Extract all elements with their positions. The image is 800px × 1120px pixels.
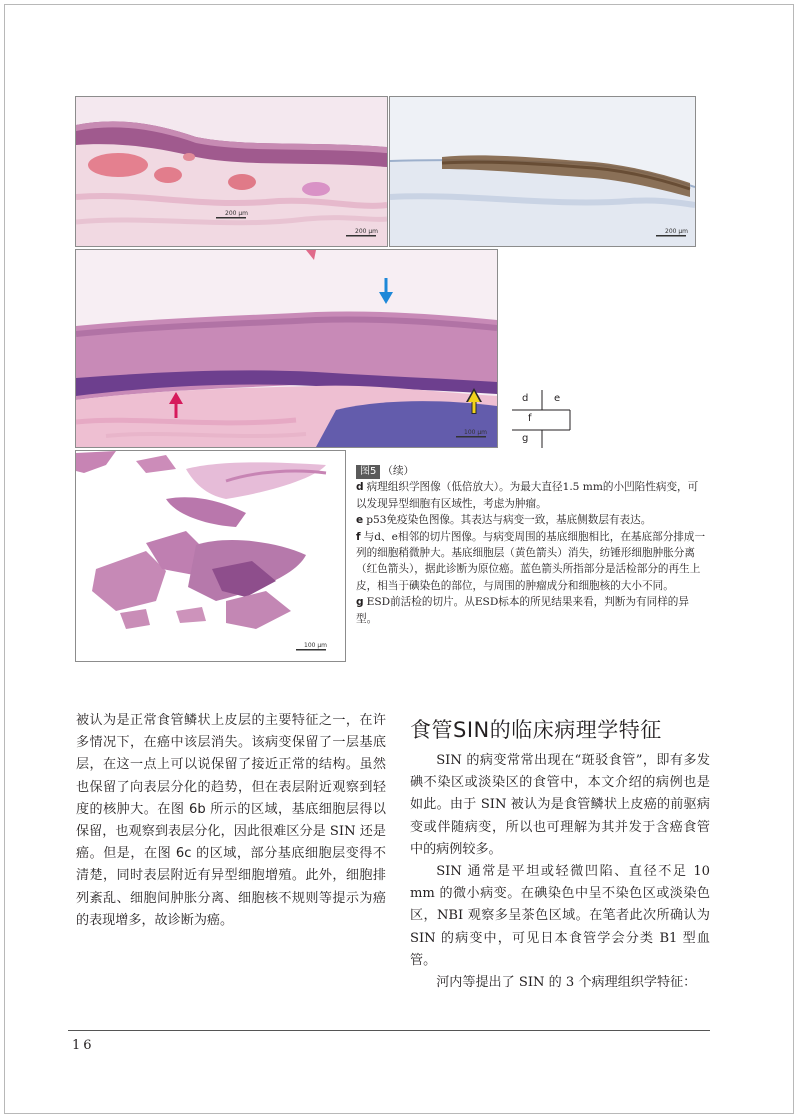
page-number: 16 [72, 1038, 95, 1053]
body-column-left [76, 710, 386, 932]
key-label-f: f [528, 413, 532, 424]
scale-bar-label-g: 100 μm [304, 642, 328, 649]
body-paragraph: SIN 的病变常常出现在“斑驳食管”，即有多发碘不染区或淡染区的食管中，本文介绍的病例也是如此。由于 SIN 被认为是食管鳞状上皮癌的前驱病变或伴随病变，所以也可理解为其并发于含癌食管中的病例较多。 [410, 753, 710, 857]
figure-ref-6b[interactable]: 图 6b [170, 801, 206, 817]
scale-bar-label-e: 200 μm [665, 228, 689, 235]
caption-item-d: d 病理组织学图像（低倍放大）。为最大直径1.5 mm的小凹陷性病变，可以发现异型细胞有区域性，考虑为肿瘤。 [356, 481, 699, 510]
caption-item-e: e p53免疫染色图像。其表达与病变一致，基底侧数层有表达。 [356, 514, 652, 527]
key-label-d: d [522, 393, 529, 404]
caption-item-g: g ESD前活检的切片。从ESD标本的所见结果来看，判断为有同样的异型。 [356, 596, 689, 625]
key-label-e: e [554, 393, 561, 404]
figure-continued: （续） [382, 465, 415, 477]
body-paragraph: 河内等提出了 SIN 的 3 个病理组织学特征： [436, 975, 697, 991]
figure-tag: 图5 [356, 465, 380, 479]
p53-ihc-image [390, 97, 695, 246]
section-heading: 食管SIN的临床病理学特征 [410, 718, 662, 742]
he-high-mag-image [76, 250, 497, 447]
figure-panel-d [75, 96, 388, 247]
scale-bar-label-f: 100 μm [464, 429, 488, 436]
body-paragraph: 被认为是正常食管鳞状上皮层的主要特征之一，在许多情况下，在癌中该层消失。该病变保留了一层基底层，在这一点上可以说保留了接近正常的结构。虽然也保留了向表层分化的趋势，但在表层附近观察到轻度的核肿大。在图 6b 所示的区域，基底细胞层得以保留，也观察到表层分化，因此很难区分是 SIN 还是癌。但是，在图 6c 的区域，部分基底细胞层变得不清楚，同时表层附近有异型细胞增殖。此外，细胞排列紊乱、细胞间肿胀分离、细胞核不规则等提示为癌的表现增多，故诊断为癌。 [76, 713, 386, 928]
biopsy-fragments-image [76, 451, 345, 661]
he-low-mag-image [76, 97, 387, 246]
scale-bar-label-d-2: 200 μm [355, 228, 379, 235]
key-label-g: g [522, 433, 529, 444]
figure-caption [356, 463, 706, 627]
caption-header [356, 463, 706, 479]
figure-ref-6c[interactable]: 图 6c [157, 846, 192, 862]
figure-panel-e [389, 96, 696, 247]
footer-rule [68, 1030, 710, 1031]
figure-panel-f [75, 249, 498, 448]
panel-key-grid [512, 390, 592, 450]
body-paragraph: SIN 通常是平坦或轻微凹陷、直径不足 10 mm 的微小病变。在碘染色中呈不染色区或淡染色区，NBI 观察多呈茶色区域。在笔者此次所确认为 SIN 的病变中，可见日本食管学会分类 B1 型血管。 [410, 864, 710, 968]
body-column-right [410, 750, 710, 994]
caption-item-f: f 与d、e相邻的切片图像。与病变周围的基底细胞相比，在基底部分排成一列的细胞稍微肿大。基底细胞层（黄色箭头）消失，纺锤形细胞肿胀分离（红色箭头），据此诊断为原位癌。蓝色箭头所指部分是活检部分的再生上皮，相当于碘染色的部位，与周围的肿瘤成分和细胞核的大小不同。 [356, 530, 706, 592]
figure-panel-g [75, 450, 346, 662]
scale-bar-label-d: 200 μm [225, 210, 249, 217]
